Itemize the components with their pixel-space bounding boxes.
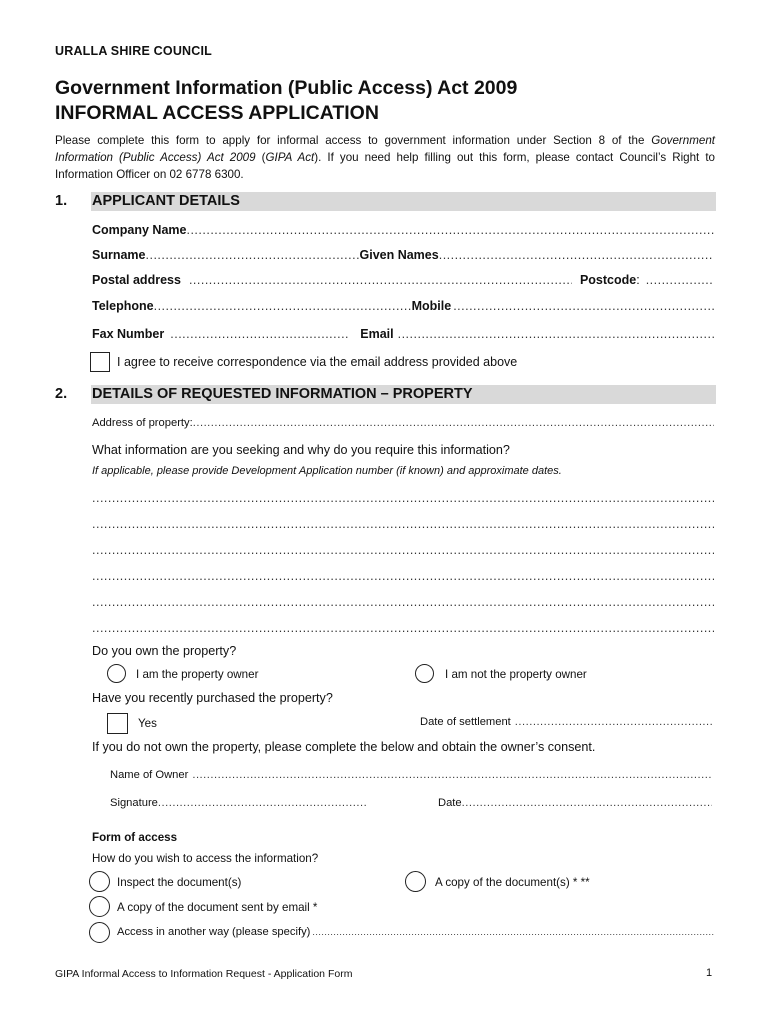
agree-email-checkbox[interactable] [90, 352, 110, 372]
act-title: Government Information (Public Access) Act 2009 [55, 77, 518, 99]
section-requested-information [55, 385, 716, 404]
date-of-settlement-label: Date of settlement [420, 716, 511, 728]
section-title: APPLICANT DETAILS [92, 193, 240, 209]
not-property-owner-label: I am not the property owner [445, 668, 587, 681]
property-owner-label: I am the property owner [136, 668, 259, 681]
name-of-owner-label: Name of Owner [110, 769, 189, 781]
surname-row [92, 248, 714, 262]
form-of-access-question: How do you wish to access the information? [92, 852, 319, 865]
info-line-3[interactable] [92, 543, 714, 557]
signature-label: Signature [110, 797, 158, 809]
agree-email-label: I agree to receive correspondence via the email address provided above [117, 355, 518, 369]
section-title: DETAILS OF REQUESTED INFORMATION – PROPERTY [92, 386, 473, 402]
surname-field[interactable] [146, 248, 360, 262]
not-property-owner-radio[interactable] [415, 664, 434, 683]
email-label: Email [360, 327, 394, 341]
given-names-label: Given Names [359, 248, 439, 262]
fax-number-field[interactable] [170, 327, 350, 341]
footer-form-name: GIPA Informal Access to Information Request - Application Form [55, 968, 353, 980]
fax-number-label: Fax Number [92, 327, 165, 341]
mobile-field[interactable] [453, 299, 714, 313]
signature-field[interactable] [110, 797, 368, 809]
council-name: URALLA SHIRE COUNCIL [55, 44, 213, 58]
copy-by-email-radio[interactable] [89, 896, 110, 917]
postal-address-label: Postal address [92, 273, 181, 287]
info-line-6[interactable] [92, 621, 714, 635]
recently-purchased-yes-label: Yes [138, 717, 157, 730]
access-another-way-label: Access in another way (please specify) [117, 926, 311, 938]
date-field[interactable] [438, 797, 712, 809]
postcode-label: Postcode [579, 273, 637, 287]
if-applicable-note: If applicable, please provide Development Application number (if known) and approximate dates. [92, 465, 562, 477]
form-title: INFORMAL ACCESS APPLICATION [55, 102, 379, 124]
address-of-property-field[interactable] [92, 417, 714, 429]
recently-purchased-question: Have you recently purchased the property? [92, 691, 333, 705]
info-line-2[interactable] [92, 517, 714, 531]
name-of-owner-field[interactable] [110, 769, 712, 781]
telephone-row [92, 299, 714, 313]
info-line-4[interactable] [92, 569, 714, 583]
copy-by-email-label: A copy of the document sent by email * [117, 901, 318, 914]
telephone-field[interactable] [154, 299, 412, 313]
form-of-access-heading: Form of access [92, 831, 178, 844]
fax-row [92, 327, 714, 341]
what-information-question: What information are you seeking and why do you require this information? [92, 443, 510, 457]
access-another-way-radio[interactable] [89, 922, 110, 943]
page-number: 1 [706, 967, 713, 979]
postal-address-field[interactable] [189, 273, 572, 287]
section-number: 2. [55, 386, 68, 402]
date-of-settlement-field[interactable] [420, 716, 713, 728]
address-of-property-label: Address of property: [92, 417, 193, 429]
own-property-question: Do you own the property? [92, 644, 237, 658]
access-another-way-field[interactable] [117, 926, 714, 938]
company-name-label: Company Name [92, 223, 187, 237]
intro-paragraph: Please complete this form to apply for informal access to government information under Section 8 of the Government Information (Public Access) Act 2009 (GIPA Act). If you need help filling out this form, please contact Council’s Right to Information Officer on 02 6778 6300. [55, 134, 715, 181]
section-number: 1. [55, 193, 68, 209]
email-field[interactable] [398, 327, 714, 341]
section-applicant-details [55, 192, 716, 211]
postcode-field[interactable] [646, 273, 714, 287]
telephone-label: Telephone [92, 299, 154, 313]
company-name-field[interactable] [92, 223, 714, 237]
property-owner-radio[interactable] [107, 664, 126, 683]
not-own-instruction: If you do not own the property, please complete the below and obtain the owner’s consent. [92, 740, 596, 754]
date-label: Date [438, 797, 462, 809]
postal-row: Postal address ..... Postcode : ..... [92, 273, 714, 287]
recently-purchased-yes-checkbox[interactable] [107, 713, 128, 734]
copy-documents-radio[interactable] [405, 871, 426, 892]
inspect-documents-label: Inspect the document(s) [117, 876, 242, 889]
mobile-label: Mobile [411, 299, 452, 313]
info-line-1[interactable] [92, 491, 714, 505]
surname-label: Surname [92, 248, 146, 262]
copy-documents-label: A copy of the document(s) * ** [435, 876, 590, 889]
given-names-field[interactable] [439, 248, 714, 262]
info-line-5[interactable] [92, 595, 714, 609]
inspect-documents-radio[interactable] [89, 871, 110, 892]
